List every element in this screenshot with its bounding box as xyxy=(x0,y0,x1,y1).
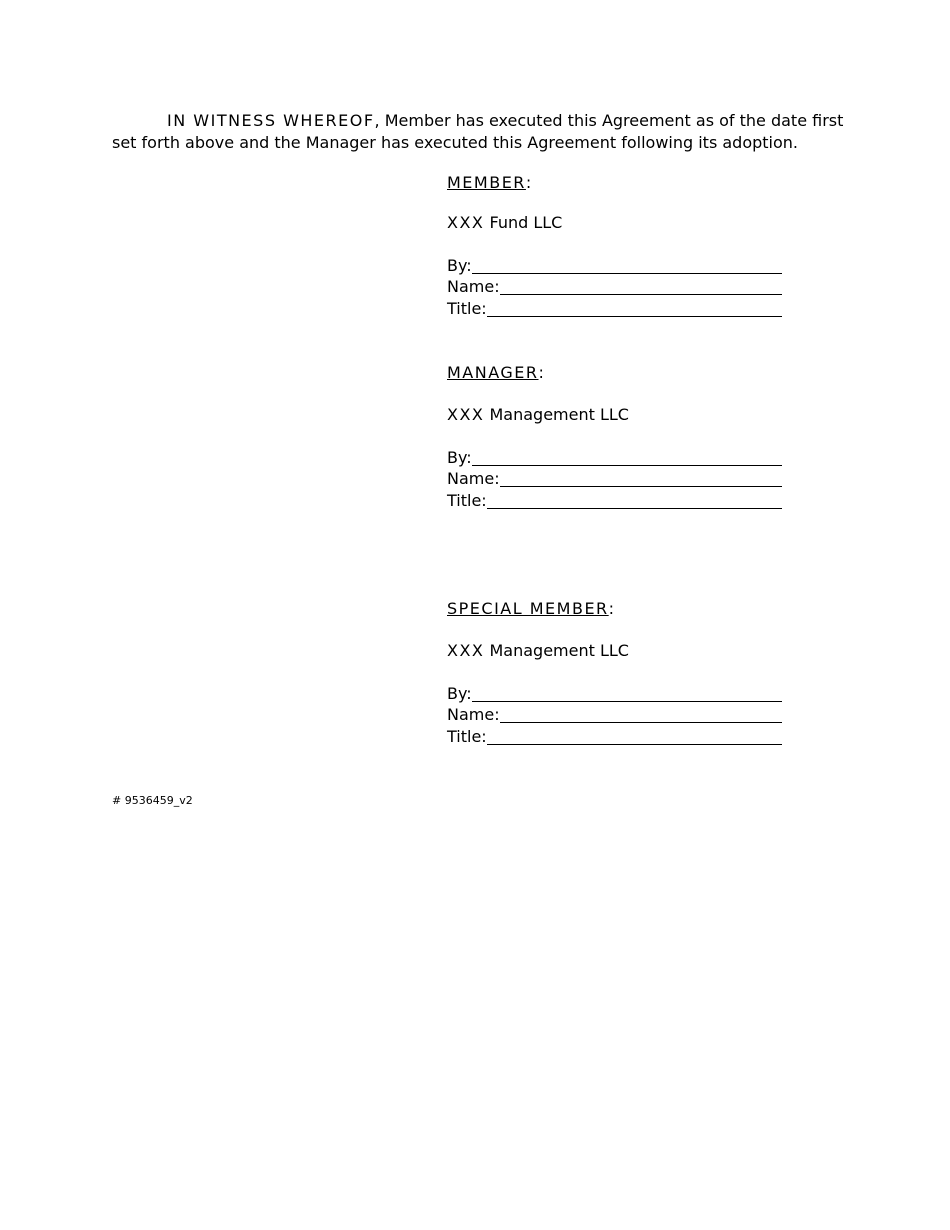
manager-signature-lines xyxy=(447,446,787,511)
special-member-entity-name xyxy=(447,640,787,662)
special-member-by-signature-line[interactable] xyxy=(472,700,782,702)
special-member-title-signature-line[interactable] xyxy=(487,743,782,745)
member-name-label: Name: xyxy=(447,277,500,296)
member-title-label: Title: xyxy=(447,298,487,318)
special-member-heading xyxy=(447,598,787,620)
manager-entity-rest: Management LLC xyxy=(489,405,629,424)
manager-heading-text: MANAGER xyxy=(447,363,539,382)
special-member-by-row xyxy=(447,682,782,704)
witness-caps-phrase: IN WITNESS WHEREOF xyxy=(167,111,375,130)
special-member-by-label: By: xyxy=(447,683,472,703)
manager-by-label: By: xyxy=(447,447,472,467)
member-by-signature-line[interactable] xyxy=(472,272,782,274)
member-heading-text: MEMBER xyxy=(447,173,526,192)
manager-entity-prefix: XXX xyxy=(447,405,485,424)
manager-by-signature-line[interactable] xyxy=(472,464,782,466)
member-signature-block xyxy=(447,172,787,319)
member-heading-colon: : xyxy=(525,173,532,192)
manager-name-signature-line[interactable] xyxy=(500,485,782,487)
manager-name-label: Name: xyxy=(447,469,500,488)
special-member-name-signature-line[interactable] xyxy=(500,721,782,723)
member-title-row xyxy=(447,297,782,319)
member-name-row xyxy=(447,276,782,298)
manager-title-row xyxy=(447,489,782,511)
witness-text: , Member has executed this Agreement as of the date first set forth above and the Manager has executed this Agreement following its adoption. xyxy=(112,111,844,152)
witness-paragraph xyxy=(112,110,844,154)
member-entity-name xyxy=(447,212,787,234)
manager-heading-colon: : xyxy=(538,363,544,382)
member-entity-rest: Fund LLC xyxy=(489,213,563,232)
special-member-title-row xyxy=(447,725,782,747)
member-by-row xyxy=(447,254,782,276)
special-member-name-label: Name: xyxy=(447,705,500,724)
special-member-signature-block xyxy=(447,598,787,747)
member-signature-lines xyxy=(447,254,787,319)
manager-name-row xyxy=(447,468,782,490)
special-member-name-row xyxy=(447,704,782,726)
manager-by-row xyxy=(447,446,782,468)
special-member-heading-text: SPECIAL MEMBER xyxy=(447,599,609,618)
member-name-signature-line[interactable] xyxy=(500,293,782,295)
member-entity-prefix: XXX xyxy=(447,213,485,232)
manager-signature-block xyxy=(447,362,787,511)
member-heading xyxy=(447,172,787,194)
member-by-label: By: xyxy=(447,255,472,275)
manager-title-signature-line[interactable] xyxy=(487,507,782,509)
document-id: # 9536459_v2 xyxy=(112,794,193,807)
manager-heading xyxy=(447,362,787,384)
special-member-entity-prefix: XXX xyxy=(447,641,485,660)
special-member-heading-colon: : xyxy=(608,599,615,618)
member-title-signature-line[interactable] xyxy=(487,315,782,317)
manager-title-label: Title: xyxy=(447,490,487,510)
manager-entity-name xyxy=(447,404,787,426)
special-member-title-label: Title: xyxy=(447,726,487,746)
special-member-signature-lines xyxy=(447,682,787,747)
special-member-entity-rest: Management LLC xyxy=(489,641,629,660)
